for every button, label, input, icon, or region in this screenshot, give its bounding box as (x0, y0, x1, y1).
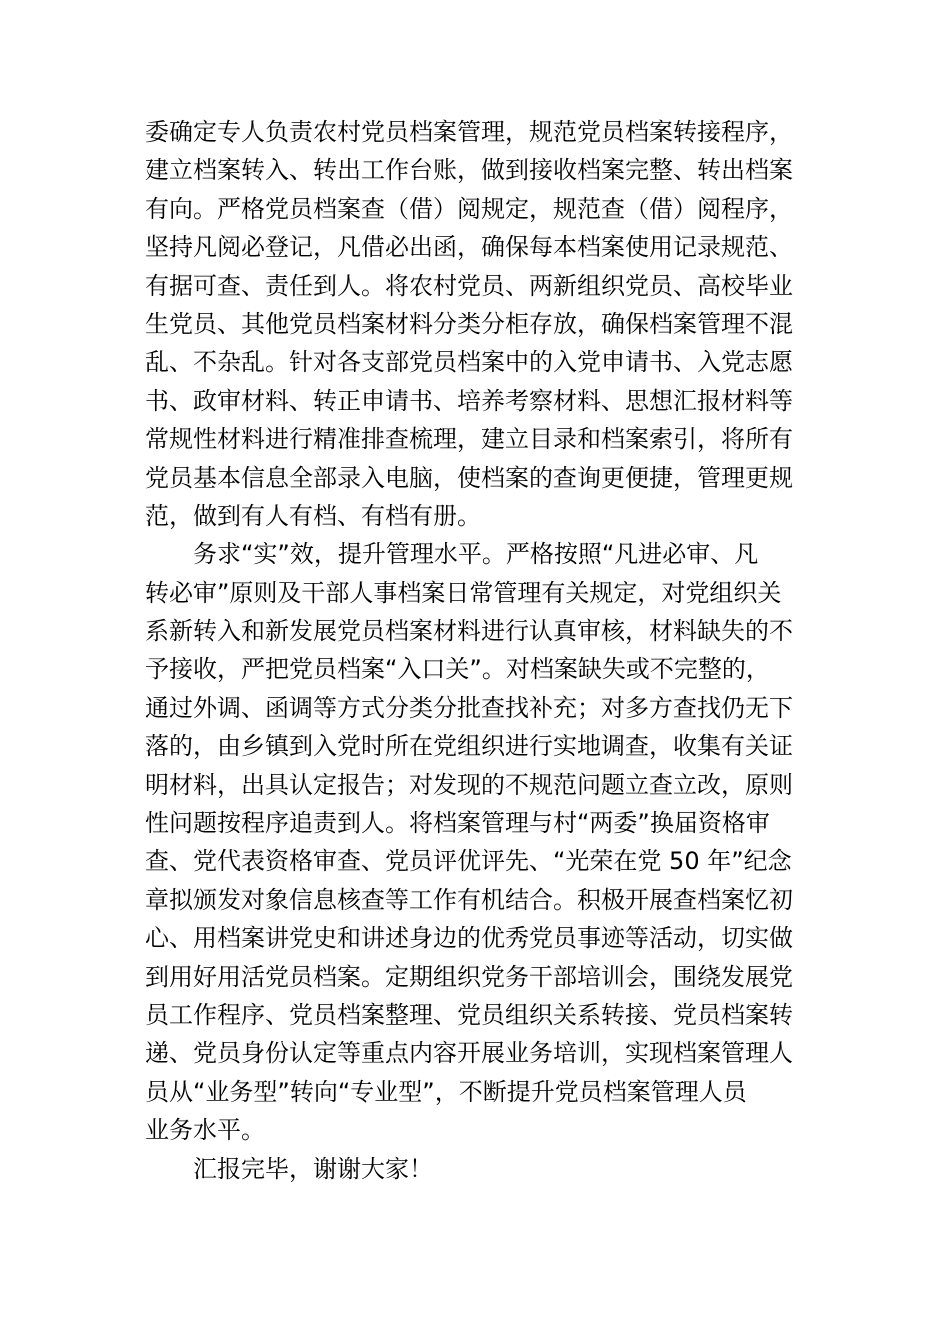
closing-line: 汇报完毕，谢谢大家！ (193, 1154, 433, 1183)
text-line: 明材料，出具认定报告；对发现的不规范问题立查立改，原则 (145, 770, 793, 799)
text-line: 递、党员身份认定等重点内容开展业务培训，实现档案管理人 (145, 1039, 793, 1068)
text-line: 通过外调、函调等方式分类分批查找补充；对多方查找仍无下 (145, 693, 793, 722)
text-line: 章拟颁发对象信息核查等工作有机结合。积极开展查档案忆初 (145, 885, 793, 914)
text-line: 乱、不杂乱。针对各支部党员档案中的入党申请书、入党志愿 (145, 348, 793, 377)
text-line: 坚持凡阅必登记，凡借必出函，确保每本档案使用记录规范、 (145, 233, 793, 262)
text-line: 落的，由乡镇到入党时所在党组织进行实地调查，收集有关证 (145, 732, 793, 761)
text-line: 党员基本信息全部录入电脑，使档案的查询更便捷，管理更规 (145, 463, 793, 492)
text-line: 委确定专人负责农村党员档案管理，规范党员档案转接程序， (145, 118, 793, 146)
text-line: 员从“业务型”转向“专业型”，不断提升党员档案管理人员 (145, 1077, 747, 1106)
document-body (145, 113, 810, 1188)
text-line: 予接收，严把党员档案“入口关”。对档案缺失或不完整的， (145, 655, 770, 684)
text-line: 转必审”原则及干部人事档案日常管理有关规定，对党组织关 (145, 578, 782, 607)
paragraph-start-line: 务求“实”效，提升管理水平。严格按照“凡进必审、凡 (193, 540, 759, 569)
text-line: 范，做到有人有档、有档有册。 (145, 501, 481, 530)
text-line: 系新转入和新发展党员档案材料进行认真审核，材料缺失的不 (145, 617, 793, 646)
text-line: 业务水平。 (145, 1116, 265, 1145)
text-line: 到用好用活党员档案。定期组织党务干部培训会，围绕发展党 (145, 962, 793, 991)
text-line: 有据可查、责任到人。将农村党员、两新组织党员、高校毕业 (145, 271, 793, 300)
text-line: 建立档案转入、转出工作台账，做到接收档案完整、转出档案 (145, 156, 793, 185)
text-line: 生党员、其他党员档案材料分类分柜存放，确保档案管理不混 (145, 309, 793, 338)
text-line: 查、党代表资格审查、党员评优评先、“光荣在党 50 年”纪念 (145, 847, 792, 876)
text-line: 性问题按程序追责到人。将档案管理与村“两委”换届资格审 (145, 809, 770, 838)
text-line: 有向。严格党员档案查（借）阅规定，规范查（借）阅程序， (145, 194, 793, 223)
text-line: 书、政审材料、转正申请书、培养考察材料、思想汇报材料等 (145, 386, 793, 415)
text-line: 常规性材料进行精准排查梳理，建立目录和档案索引，将所有 (145, 425, 793, 454)
text-line: 员工作程序、党员档案整理、党员组织关系转接、党员档案转 (145, 1000, 793, 1029)
text-line: 心、用档案讲党史和讲述身边的优秀党员事迹等活动，切实做 (145, 924, 793, 953)
